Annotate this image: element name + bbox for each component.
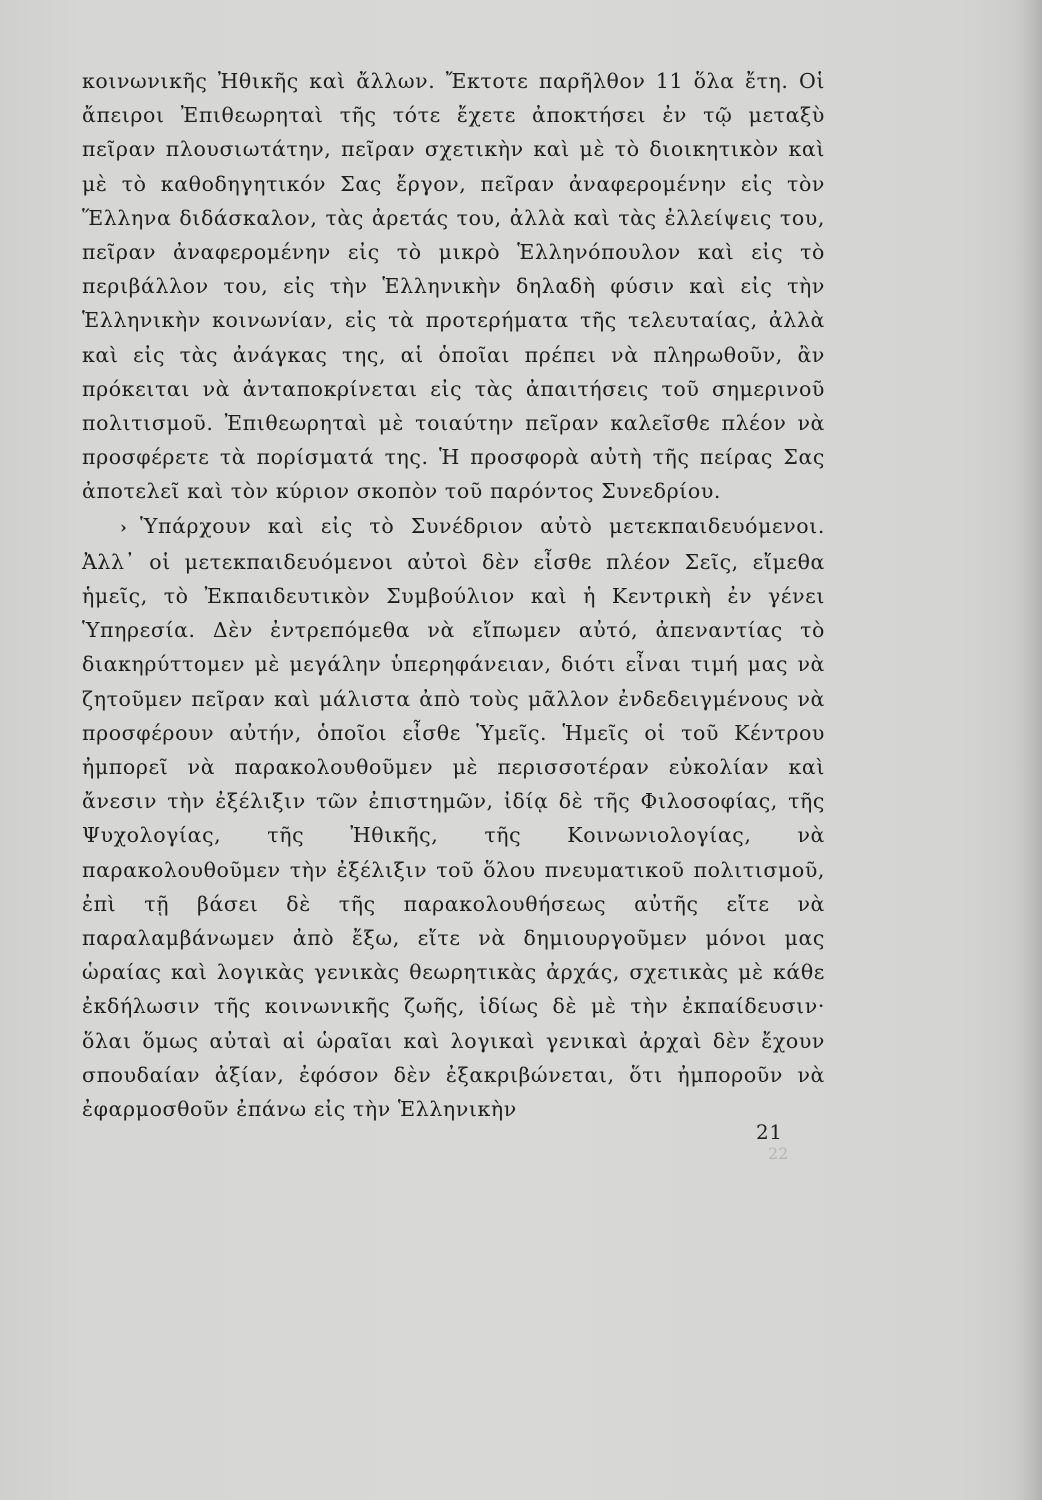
page-edge-shadow [1014,0,1042,1500]
paragraph-1: κοινωνικῆς Ἠθικῆς καὶ ἄλλων. Ἔκτοτε παρῆλθον 11 ὅλα ἔτη. Οἱ ἄπειροι Ἐπιθεωρηταὶ τῆς τότε ἔχετε ἀποκτήσει ἐν τῷ μεταξὺ πεῖραν πλουσιωτάτην, πεῖραν σχετικὴν καὶ μὲ τὸ διοικητικὸν καὶ μὲ τὸ καθοδηγητικόν Σας ἔργον, πεῖραν ἀναφερομένην εἰς τὸν Ἕλληνα διδάσκαλον, τὰς ἀρετάς του, ἀλλὰ καὶ τὰς ἐλλείψεις του, πεῖραν ἀναφερομένην εἰς τὸ μικρὸ Ἑλληνόπουλον καὶ εἰς τὸ περιβάλλον του, εἰς τὴν Ἑλληνικὴν δηλαδὴ φύσιν καὶ εἰς τὴν Ἑλληνικὴν κοινωνίαν, εἰς τὰ προτερήματα τῆς τελευταίας, ἀλλὰ καὶ εἰς τὰς ἀνάγκας της, αἱ ὁποῖαι πρέπει νὰ πληρωθοῦν, ἂν πρόκειται νὰ ἀνταποκρίνεται εἰς τὰς ἀπαιτήσεις τοῦ σημερινοῦ πολιτισμοῦ. Ἐπιθεωρηταὶ μὲ τοιαύτην πεῖραν καλεῖσθε πλέον νὰ προσφέρετε τὰ πορίσματά της. Ἡ προσφορὰ αὐτὴ τῆς πείρας Σας ἀποτελεῖ καὶ τὸν κύριον σκοπὸν τοῦ παρόντος Συνεδρίου. [82,69,825,504]
paragraph-2-text: Ὑπάρχουν καὶ εἰς τὸ Συνέδριον αὐτὸ μετεκπαιδευόμενοι. Ἀλλ᾽ οἱ μετεκπαιδευόμενοι αὐτοὶ δὲν εἶσθε πλέον Σεῖς, εἴμεθα ἡμεῖς, τὸ Ἐκπαιδευτικὸν Συμβούλιον καὶ ἡ Κεντρικὴ ἐν γένει Ὑπηρεσία. Δὲν ἐντρεπόμεθα νὰ εἴπωμεν αὐτό, ἀπεναντίας τὸ διακηρύττομεν μὲ μεγάλην ὑπερηφάνειαν, διότι εἶναι τιμή μας νὰ ζητοῦμεν πεῖραν καὶ μάλιστα ἀπὸ τοὺς μᾶλλον ἐνδεδειγμένους νὰ προσφέρουν αὐτήν, ὁποῖοι εἶσθε Ὑμεῖς. Ἡμεῖς οἱ τοῦ Κέντρου ἠμπορεῖ νὰ παρακολουθοῦμεν μὲ περισσοτέραν εὐκολίαν καὶ ἄνεσιν τὴν ἐξέλιξιν τῶν ἐπιστημῶν, ἰδίᾳ δὲ τῆς Φιλοσοφίας, τῆς Ψυχολογίας, τῆς Ἠθικῆς, τῆς Κοινωνιολογίας, νὰ παρακολουθοῦμεν τὴν ἐξέλιξιν τοῦ ὅλου πνευματικοῦ πολιτισμοῦ, ἐπὶ τῇ βάσει δὲ τῆς παρακολουθήσεως αὐτῆς εἴτε νὰ παραλαμβάνωμεν ἀπὸ ἔξω, εἴτε νὰ δημιουργοῦμεν μόνοι μας ὡραίας καὶ λογικὰς γενικὰς θεωρητικὰς ἀρχάς, σχετικὰς μὲ κάθε ἐκδήλωσιν τῆς κοινωνικῆς ζωῆς, ἰδίως δὲ μὲ τὴν ἐκπαίδευσιν· ὅλαι ὅμως αὐταὶ αἱ ὡραῖαι καὶ λογικαὶ γενικαὶ ἀρχαὶ δὲν ἔχουν σπουδαίαν ἀξίαν, ἐφόσον δὲν ἐξακριβώνεται, ὅτι ἠμποροῦν νὰ ἐφαρμοσθοῦν ἐπάνω εἰς τὴν Ἑλληνικὴν [82,513,825,1122]
bullet-mark: › [120,517,128,538]
page-number: 21 [756,1120,783,1144]
bleed-through-page-number: 22 [768,1144,789,1163]
paragraph-2 [82,509,825,1127]
body-text [82,64,825,1126]
